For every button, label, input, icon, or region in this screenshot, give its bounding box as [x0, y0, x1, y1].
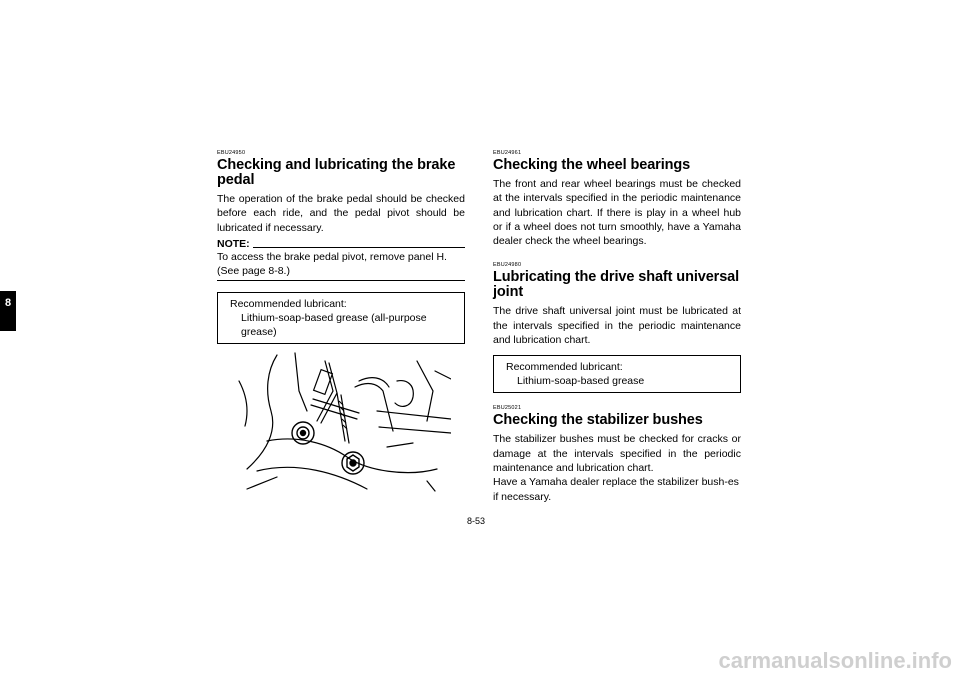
page-number: 8-53	[467, 516, 486, 526]
lubricant-box	[493, 355, 741, 393]
section-code: EBU24961	[493, 150, 522, 156]
section-title: Checking the wheel bearings	[493, 157, 691, 173]
section-body: The front and rear wheel bearings must be checked at the intervals specified in the periodic maintenance and lubrication chart. If there is play in a wheel hub or if a wheel does not turn smoothly, have a Yamaha dealer check the wheel bearings.	[493, 178, 741, 248]
lubricant-heading: Recommended lubricant:	[230, 297, 347, 310]
note-end-rule	[217, 280, 465, 281]
brake-pedal-illustration	[237, 351, 451, 493]
section-code: EBU25021	[493, 405, 522, 412]
lubricant-box	[217, 292, 465, 344]
chapter-tab-number: 8	[4, 297, 12, 309]
note-text: To access the brake pedal pivot, remove panel H. (See page 8-8.)	[217, 250, 447, 277]
section-title: Checking the stabilizer bushes	[493, 412, 703, 429]
section-code: EBU24950	[217, 150, 246, 156]
lubricant-value: Lithium-soap-based grease	[517, 375, 645, 388]
section-title: Lubricating the drive shaft universal joint	[493, 269, 740, 301]
section-body: The stabilizer bushes must be checked for cracks or damage at the intervals specified in the periodic maintenance and lubrication chart.	[493, 433, 741, 474]
chapter-tab	[0, 291, 16, 331]
lubricant-heading: Recommended lubricant:	[506, 361, 623, 374]
lubricant-value: Lithium-soap-based grease (all-purpose grease)	[241, 311, 427, 338]
section-body: Have a Yamaha dealer replace the stabilizer bush-es if necessary.	[493, 476, 739, 503]
right-column	[493, 150, 741, 504]
note-label: NOTE:	[217, 237, 250, 250]
watermark: carmanualsonline.info	[718, 648, 952, 673]
section-title: Checking and lubricating the brake pedal	[217, 157, 456, 188]
note-header	[217, 238, 465, 250]
section-body: The operation of the brake pedal should be checked before each ride, and the pedal pivot should be lubricated if necessary.	[217, 193, 465, 234]
section-body: The drive shaft universal joint must be lubricated at the intervals specified in the periodic maintenance and lubrication chart.	[493, 305, 741, 347]
note-rule	[253, 247, 465, 248]
section-code: EBU24980	[493, 262, 522, 269]
left-column	[217, 150, 465, 344]
